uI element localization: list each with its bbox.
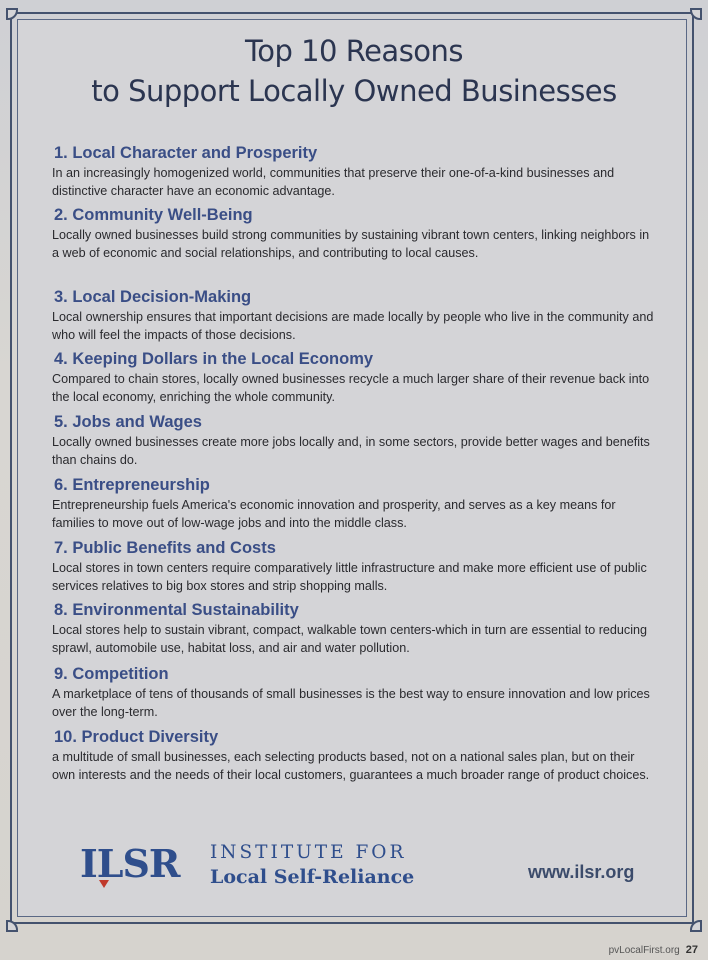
reason-heading: 6. Entrepreneurship [54, 476, 210, 494]
reason-heading: 8. Environmental Sustainability [54, 601, 299, 619]
footer-site: pvLocalFirst.org [608, 945, 680, 956]
reason-text: Local stores help to sustain vibrant, compact, walkable town centers-which in turn are essential to reducing sprawl, automobile use, habitat loss, and air and water pollution. [52, 623, 648, 655]
reason-item [52, 288, 658, 344]
org-name-line-2: Local Self-Reliance [210, 866, 415, 888]
reason-text: A marketplace of tens of thousands of small businesses is the best way to ensure innovation and low prices over the long-term. [52, 687, 650, 719]
reason-item [52, 728, 658, 784]
reason-text: a multitude of small businesses, each selecting products based, not on a national sales plan, but on their own interests and the needs of their local customers, guarantees a much broader range of product choices. [52, 750, 650, 782]
reason-text: Locally owned businesses build strong communities by sustaining vibrant town centers, linking neighbors in a web of economic and social relationships, and contributing to local causes. [52, 228, 650, 260]
page-title-line-2: to Support Locally Owned Businesses [91, 74, 617, 108]
triangle-icon [99, 880, 109, 888]
reason-heading: 5. Jobs and Wages [54, 413, 202, 431]
org-name-line-1: INSTITUTE FOR [210, 842, 407, 863]
ilsr-logo: ILSR [80, 841, 180, 886]
reason-heading: 7. Public Benefits and Costs [54, 539, 276, 557]
reason-heading: 3. Local Decision-Making [54, 288, 252, 306]
reason-text: Locally owned businesses create more jobs locally and, in some sectors, provide better wages and benefits than chains do. [52, 435, 650, 467]
reason-text: Compared to chain stores, locally owned businesses recycle a much larger share of their revenue back into the local economy, enriching the whole community. [52, 372, 650, 404]
reason-item [52, 206, 658, 262]
reason-text: Local ownership ensures that important decisions are made locally by people who live in the community and who will feel the impacts of those decisions. [52, 310, 654, 342]
reason-item [52, 144, 658, 200]
reason-item [52, 413, 658, 469]
sponsor-footer [80, 836, 680, 896]
reason-heading: 2. Community Well-Being [54, 206, 253, 224]
reason-item [52, 601, 658, 657]
reason-item [52, 539, 658, 595]
reason-item [52, 350, 658, 406]
reason-heading: 10. Product Diversity [54, 728, 219, 746]
reason-text: Entrepreneurship fuels America's economic innovation and prosperity, and serves as a key means for families to move out of low-wage jobs and into the middle class. [52, 498, 616, 530]
reason-item [52, 665, 658, 721]
page-title-line-1: Top 10 Reasons [244, 34, 464, 68]
page-footer [609, 944, 698, 956]
reason-heading: 1. Local Character and Prosperity [54, 144, 318, 162]
website-link[interactable]: www.ilsr.org [528, 862, 635, 882]
page-number: 27 [685, 944, 698, 956]
reason-heading: 9. Competition [54, 665, 169, 683]
reason-item [52, 476, 658, 532]
reason-text: Local stores in town centers require comparatively little infrastructure and make more efficient use of public services relatives to big box stores and strip shopping malls. [52, 561, 647, 593]
reason-heading: 4. Keeping Dollars in the Local Economy [54, 350, 374, 368]
reason-text: In an increasingly homogenized world, communities that preserve their one-of-a-kind businesses and distinctive character have an economic advantage. [52, 166, 615, 198]
